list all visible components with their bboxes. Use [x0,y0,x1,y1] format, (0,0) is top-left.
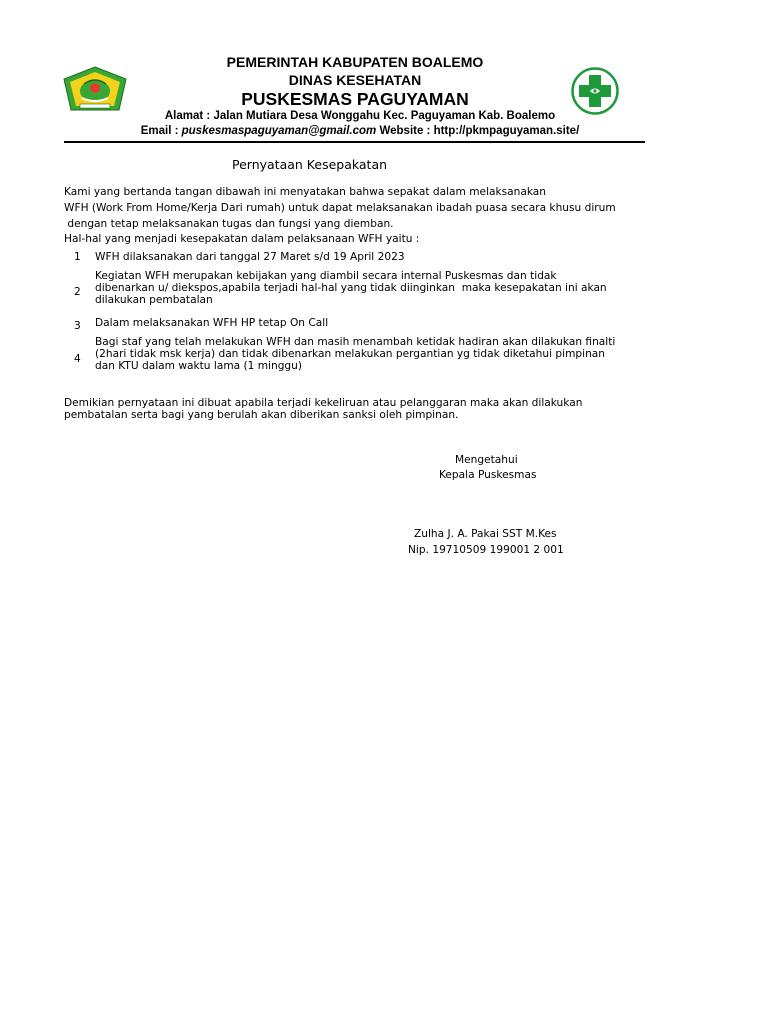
letterhead-contact [80,125,640,137]
item-number: 4 [74,353,81,365]
signature-nip: Nip. 19710509 199001 2 001 [408,544,564,556]
closing-line: pembatalan serta bagi yang berulah akan diberikan sanksi oleh pimpinan. [64,409,459,421]
closing-line: Demikian pernyataan ini dibuat apabila terjadi kekeliruan atau pelanggaran maka akan dilakukan [64,397,583,409]
signature-position: Kepala Puskesmas [439,469,537,481]
intro-line: WFH (Work From Home/Kerja Dari rumah) untuk dapat melaksanakan ibadah puasa secara khusu dirum [64,202,616,214]
signature-acknowledged: Mengetahui [455,454,518,466]
document-title: Pernyataan Kesepakatan [232,157,388,172]
intro-line: Hal-hal yang menjadi kesepakatan dalam pelaksanaan WFH yaitu : [64,233,420,245]
intro-line: dengan tetap melaksanakan tugas dan fungsi yang diemban. [64,218,394,230]
item-text: Bagi staf yang telah melakukan WFH dan masih menambah ketidak hadiran akan dilakukan finalti [95,336,616,348]
item-text: Kegiatan WFH merupakan kebijakan yang diambil secara internal Puskesmas dan tidak [95,270,557,282]
item-text: (2hari tidak msk kerja) dan tidak dibenarkan melakukan pergantian yg tidak diketahui pimpinan [95,348,605,360]
website-text: Website : http://pkmpaguyaman.site/ [376,125,580,137]
item-number: 3 [74,320,81,332]
letterhead-clinic: PUSKESMAS PAGUYAMAN [241,89,469,109]
health-cross-icon [570,67,620,115]
regency-emblem-icon [62,66,128,112]
email-address: puskesmaspaguyaman@gmail.com [181,125,377,137]
item-text: dilakukan pembatalan [95,294,213,306]
item-number: 1 [74,251,81,263]
email-label: Email : [140,125,182,137]
item-text: Dalam melaksanakan WFH HP tetap On Call [95,317,329,329]
item-text: WFH dilaksanakan dari tanggal 27 Maret s/d 19 April 2023 [95,251,405,263]
signature-name: Zulha J. A. Pakai SST M.Kes [414,528,557,540]
letterhead-government: PEMERINTAH KABUPATEN BOALEMO [226,54,484,70]
item-text: dibenarkan u/ diekspos,apabila terjadi hal-hal yang tidak diinginkan maka kesepakatan ini akan [95,282,607,294]
intro-line: Kami yang bertanda tangan dibawah ini menyatakan bahwa sepakat dalam melaksanakan [64,186,547,198]
header-divider [64,141,645,143]
letterhead-address: Alamat : Jalan Mutiara Desa Wonggahu Kec. Paguyaman Kab. Boalemo [164,110,556,122]
letterhead-agency: DINAS KESEHATAN [288,72,422,88]
item-number: 2 [74,286,81,298]
item-text: dan KTU dalam waktu lama (1 minggu) [95,360,303,372]
